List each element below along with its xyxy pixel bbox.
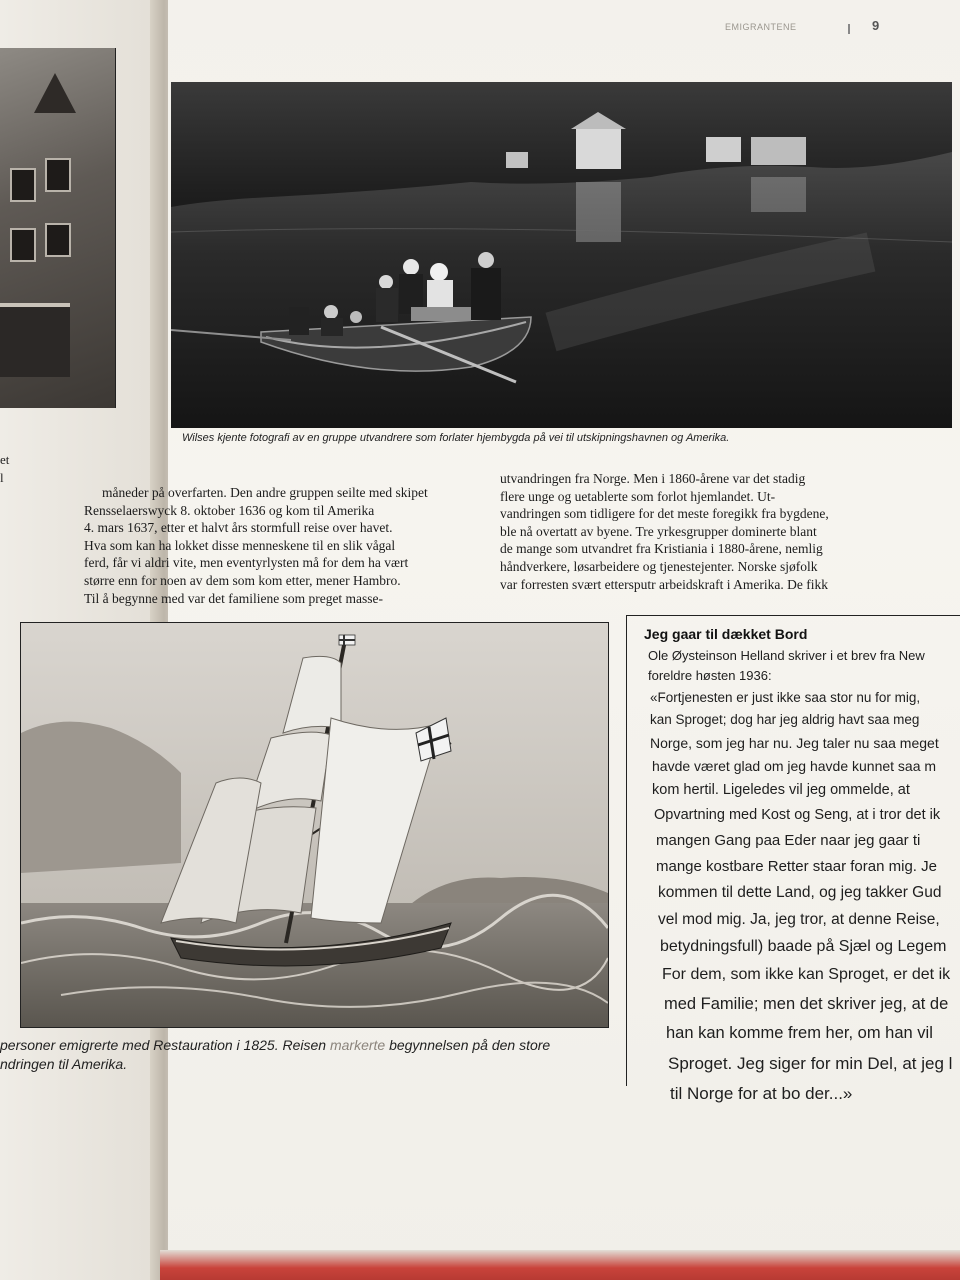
body-line: Til å begynne med var det familiene som preget masse- <box>84 590 384 606</box>
page-edge <box>160 1250 960 1280</box>
sidebar-line: til Norge for at bo der...» <box>670 1084 853 1103</box>
sidebar-line: foreldre høsten 1936: <box>648 668 772 683</box>
sidebar-title: Jeg gaar til dækket Bord <box>644 626 808 642</box>
body-line: de mange som utvandret fra Kristiania i 1880-årene, nemlig <box>500 541 823 557</box>
emigrant-boat-photo <box>171 82 952 428</box>
body-line: Hva som kan ha lokket disse menneskene til en slik vågal <box>84 537 396 553</box>
body-line: større enn for noen av dem som kom etter, mener Hambro. <box>84 572 401 588</box>
body-line: ferd, får vi aldri vite, men eventyrlysten må for dem ha vært <box>84 555 409 571</box>
body-line: utvandringen fra Norge. Men i 1860-årene var det stadig <box>500 471 806 486</box>
body-line: måneder på overfarten. Den andre gruppen seilte med skipet <box>102 485 428 500</box>
body-line: Rensselaerswyck 8. oktober 1636 og kom til Amerika <box>84 502 375 518</box>
left-building-photo <box>0 48 116 408</box>
sidebar-line: havde været glad om jeg havde kunnet saa m <box>652 758 937 774</box>
sidebar-line: Opvartning med Kost og Seng, at i tror det ik <box>654 807 941 823</box>
sidebar-line: betydningsfull) baade på Sjæl og Legem <box>660 938 947 955</box>
sidebar-line: Sproget. Jeg siger for min Del, at jeg l <box>668 1054 953 1073</box>
sidebar-line: Ole Øysteinson Helland skriver i et brev fra New <box>648 648 925 663</box>
top-photo-caption: Wilses kjente fotografi av en gruppe utvandrere som forlater hjembygda på vei til utskipningshavnen og Amerika. <box>182 432 730 444</box>
body-line: ble nå overtatt av byene. Tre yrkesgrupper dominerte blant <box>500 523 817 539</box>
sidebar-line: med Familie; men det skriver jeg, at de <box>664 995 949 1013</box>
body-line: var forresten svært ettersputr arbeidskraft i Amerika. De fikk <box>500 576 829 592</box>
running-header: EMIGRANTENE <box>725 22 797 32</box>
sidebar-line: «Fortjenesten er just ikke saa stor nu for mig, <box>650 690 921 705</box>
ship-caption: personer emigrerte med Restauration i 1825. Reisen markerte begynnelsen på den store ndringen til Amerika. <box>0 1037 551 1072</box>
body-line: flere unge og uetablerte som forlot hjemlandet. Ut- <box>500 488 776 504</box>
sidebar-line: kom hertil. Ligeledes vil jeg ommelde, at <box>652 782 910 798</box>
left-page-text-fragment: l <box>0 470 4 485</box>
sidebar-line: mangen Gang paa Eder naar jeg gaar ti <box>656 832 921 849</box>
sidebar-line: kan Sproget; dog har jeg aldrig havt saa meg <box>650 712 920 727</box>
body-line: 4. mars 1637, etter et halvt års stormfull reise over havet. <box>84 520 393 536</box>
body-line: vandringen som tidligere for det meste foregikk fra bygdene, <box>500 506 829 522</box>
sidebar-line: vel mod mig. Ja, jeg tror, at denne Reise, <box>658 911 940 928</box>
sidebar-line: Norge, som jeg har nu. Jeg taler nu saa meget <box>650 735 939 751</box>
page-number: 9 <box>872 18 880 33</box>
sidebar-line: mange kostbare Retter staar foran mig. Je <box>656 858 937 875</box>
body-line: håndverkere, løsarbeidere og tjenestejenter. Norske sjøfolk <box>500 558 818 574</box>
sidebar-line: han kan komme frem her, om han vil <box>666 1024 933 1042</box>
restauration-ship-illustration <box>20 622 609 1028</box>
left-page-text-fragment: et <box>0 452 10 467</box>
sidebar-box <box>626 615 960 1086</box>
body-column-1 <box>84 484 476 607</box>
body-column-2 <box>500 470 905 593</box>
sidebar-line: kommen til dette Land, og jeg takker Gud <box>658 884 942 901</box>
sidebar-line: For dem, som ikke kan Sproget, er det ik <box>662 966 951 983</box>
